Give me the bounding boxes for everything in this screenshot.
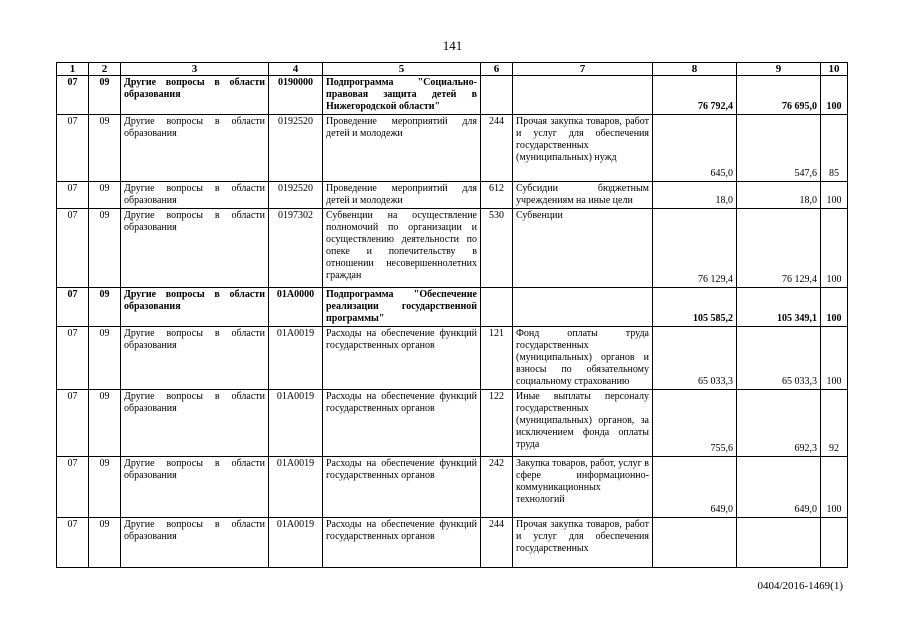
table-row xyxy=(57,115,848,182)
table-cell-col3: Другие вопросы в области образования xyxy=(121,209,269,288)
table-cell-col4: 01А0019 xyxy=(269,327,323,390)
table-cell-col4: 01А0019 xyxy=(269,457,323,518)
table-cell-col2: 09 xyxy=(89,182,121,209)
table-cell-col3: Другие вопросы в области образования xyxy=(121,457,269,518)
table-cell-col9: 65 033,3 xyxy=(737,327,821,390)
table-cell-col7 xyxy=(513,288,653,327)
column-header: 4 xyxy=(269,63,323,76)
table-cell-col6: 121 xyxy=(481,327,513,390)
table-cell-col1: 07 xyxy=(57,76,89,115)
table-cell-col5: Подпрограмма "Социально-правовая защита детей в Нижегородской области" xyxy=(323,76,481,115)
table-cell-col9: 76 129,4 xyxy=(737,209,821,288)
table-cell-col1: 07 xyxy=(57,390,89,457)
table-cell-col1: 07 xyxy=(57,457,89,518)
column-header: 5 xyxy=(323,63,481,76)
table-cell-col6: 122 xyxy=(481,390,513,457)
table-cell-col10: 100 xyxy=(821,457,848,518)
table-cell-col4: 01А0019 xyxy=(269,518,323,568)
column-header: 1 xyxy=(57,63,89,76)
table-cell-col1: 07 xyxy=(57,182,89,209)
table-cell-col5: Подпрограмма "Обеспечение реализации государственной программы" xyxy=(323,288,481,327)
table-cell-col4: 01А0019 xyxy=(269,390,323,457)
table-cell-col8: 76 792,4 xyxy=(653,76,737,115)
table-cell-col8: 105 585,2 xyxy=(653,288,737,327)
table-cell-col7: Субвенции xyxy=(513,209,653,288)
table-cell-col2: 09 xyxy=(89,288,121,327)
table-row xyxy=(57,288,848,327)
table-cell-col10: 100 xyxy=(821,76,848,115)
table-cell-col5: Расходы на обеспечение функций государственных органов xyxy=(323,390,481,457)
table-cell-col9: 105 349,1 xyxy=(737,288,821,327)
table-cell-col3: Другие вопросы в области образования xyxy=(121,76,269,115)
table-cell-col7: Субсидии бюджетным учреждениям на иные цели xyxy=(513,182,653,209)
table-row xyxy=(57,76,848,115)
table-cell-col5: Расходы на обеспечение функций государственных органов xyxy=(323,327,481,390)
table-cell-col1: 07 xyxy=(57,115,89,182)
table-cell-col1: 07 xyxy=(57,288,89,327)
table-cell-col7: Прочая закупка товаров, работ и услуг для обеспечения государственных (муниципальных) нужд xyxy=(513,115,653,182)
table-cell-col6: 244 xyxy=(481,115,513,182)
table-cell-col2: 09 xyxy=(89,390,121,457)
table-cell-col6: 244 xyxy=(481,518,513,568)
table-cell-col1: 07 xyxy=(57,327,89,390)
table-cell-col2: 09 xyxy=(89,457,121,518)
table-cell-col3: Другие вопросы в области образования xyxy=(121,115,269,182)
table-cell-col3: Другие вопросы в области образования xyxy=(121,390,269,457)
table-cell-col2: 09 xyxy=(89,327,121,390)
table-cell-col2: 09 xyxy=(89,115,121,182)
table-cell-col8: 65 033,3 xyxy=(653,327,737,390)
budget-table xyxy=(56,62,848,568)
document-code: 0404/2016-1469(1) xyxy=(757,580,843,592)
table-row xyxy=(57,457,848,518)
table-cell-col9: 18,0 xyxy=(737,182,821,209)
column-header: 9 xyxy=(737,63,821,76)
table-cell-col4: 01А0000 xyxy=(269,288,323,327)
table-cell-col2: 09 xyxy=(89,209,121,288)
column-header: 8 xyxy=(653,63,737,76)
table-cell-col7: Иные выплаты персоналу государственных (муниципальных) органов, за исключением фонда оплаты труда xyxy=(513,390,653,457)
table-cell-col4: 0190000 xyxy=(269,76,323,115)
table-cell-col2: 09 xyxy=(89,518,121,568)
table-cell-col5: Расходы на обеспечение функций государственных органов xyxy=(323,457,481,518)
table-cell-col10: 100 xyxy=(821,288,848,327)
table-cell-col9: 692,3 xyxy=(737,390,821,457)
table-cell-col8 xyxy=(653,518,737,568)
table-cell-col10: 100 xyxy=(821,327,848,390)
table-cell-col8: 755,6 xyxy=(653,390,737,457)
table-cell-col3: Другие вопросы в области образования xyxy=(121,518,269,568)
column-header: 6 xyxy=(481,63,513,76)
table-row xyxy=(57,182,848,209)
table-row xyxy=(57,518,848,568)
table-cell-col6: 530 xyxy=(481,209,513,288)
table-cell-col7: Закупка товаров, работ, услуг в сфере информационно-коммуникационных технологий xyxy=(513,457,653,518)
table-cell-col3: Другие вопросы в области образования xyxy=(121,327,269,390)
table-cell-col1: 07 xyxy=(57,209,89,288)
table-cell-col3: Другие вопросы в области образования xyxy=(121,288,269,327)
table-cell-col10 xyxy=(821,518,848,568)
table-cell-col4: 0192520 xyxy=(269,182,323,209)
table-cell-col10: 100 xyxy=(821,182,848,209)
column-header: 10 xyxy=(821,63,848,76)
column-header: 7 xyxy=(513,63,653,76)
table-cell-col6 xyxy=(481,288,513,327)
table-row xyxy=(57,209,848,288)
table-cell-col4: 0192520 xyxy=(269,115,323,182)
column-header: 2 xyxy=(89,63,121,76)
table-cell-col9: 547,6 xyxy=(737,115,821,182)
table-cell-col8: 18,0 xyxy=(653,182,737,209)
table-cell-col10: 92 xyxy=(821,390,848,457)
table-cell-col4: 0197302 xyxy=(269,209,323,288)
table-cell-col9: 649,0 xyxy=(737,457,821,518)
table-cell-col7 xyxy=(513,76,653,115)
table-row xyxy=(57,327,848,390)
table-cell-col9 xyxy=(737,518,821,568)
table-cell-col3: Другие вопросы в области образования xyxy=(121,182,269,209)
table-cell-col6 xyxy=(481,76,513,115)
table-cell-col7: Прочая закупка товаров, работ и услуг для обеспечения государственных xyxy=(513,518,653,568)
table-cell-col5: Проведение мероприятий для детей и молодежи xyxy=(323,182,481,209)
table-cell-col5: Проведение мероприятий для детей и молодежи xyxy=(323,115,481,182)
table-cell-col8: 649,0 xyxy=(653,457,737,518)
table-cell-col8: 645,0 xyxy=(653,115,737,182)
table-row xyxy=(57,390,848,457)
table-cell-col7: Фонд оплаты труда государственных (муниципальных) органов и взносы по обязательному социальному страхованию xyxy=(513,327,653,390)
column-header: 3 xyxy=(121,63,269,76)
table-header-row xyxy=(57,63,848,76)
table-cell-col8: 76 129,4 xyxy=(653,209,737,288)
table-cell-col2: 09 xyxy=(89,76,121,115)
table-cell-col5: Субвенции на осуществление полномочий по организации и осуществлению деятельности по опеке и попечительству в отношении несовершеннолетних граждан xyxy=(323,209,481,288)
table-cell-col9: 76 695,0 xyxy=(737,76,821,115)
table-cell-col10: 100 xyxy=(821,209,848,288)
table-cell-col6: 612 xyxy=(481,182,513,209)
page-number: 141 xyxy=(442,38,463,53)
table-cell-col5: Расходы на обеспечение функций государственных органов xyxy=(323,518,481,568)
table-cell-col10: 85 xyxy=(821,115,848,182)
table-cell-col1: 07 xyxy=(57,518,89,568)
table-cell-col6: 242 xyxy=(481,457,513,518)
